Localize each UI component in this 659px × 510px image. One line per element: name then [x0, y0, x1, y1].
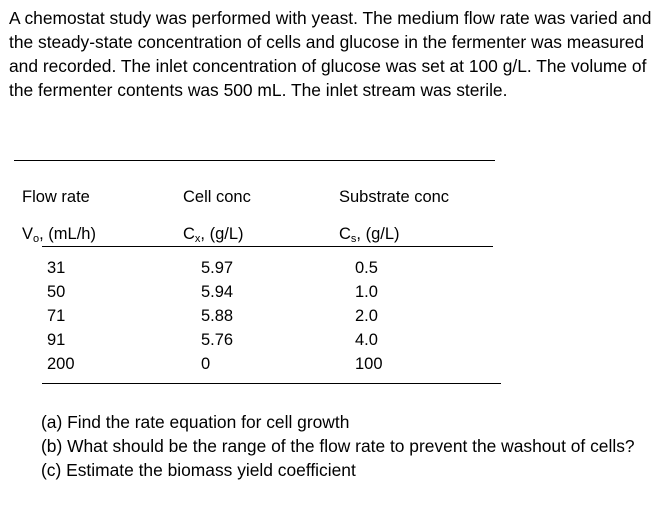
table-header-rule [42, 246, 493, 247]
header-cell-conc-symbol: $C_x$, (g/L) [183, 225, 244, 245]
table-bottom-rule [42, 383, 501, 384]
problem-statement: A chemostat study was performed with yeast. The medium flow rate was varied and the steady-state concentration of cells and glucose in the fermenter was measured and recorded. The inlet concentration of glucose was set at 100 g/L. The volume of the fermenter contents was 500 mL. The inlet stream was sterile. [9, 8, 652, 100]
flow-rate-column [47, 256, 75, 376]
table-cell: 0 [201, 355, 211, 373]
table-cell: 200 [47, 355, 75, 373]
table-top-rule [14, 160, 495, 161]
cell-conc-column [201, 256, 233, 376]
table-cell: 5.76 [201, 331, 234, 349]
table-cell: 100 [355, 355, 383, 373]
table-cell: 1.0 [355, 283, 378, 301]
question-a: (a) Find the rate equation for cell growth [41, 412, 350, 432]
substrate-conc-column [355, 256, 383, 376]
question-c: (c) Estimate the biomass yield coefficient [41, 460, 356, 480]
table-cell: 4.0 [355, 331, 378, 349]
header-flow-rate: Flow rate [22, 188, 90, 206]
table-cell: 5.94 [201, 283, 234, 301]
header-substrate-conc-symbol: $C_s$, (g/L) [339, 225, 400, 245]
table-cell: 2.0 [355, 307, 378, 325]
question-b: (b) What should be the range of the flow rate to prevent the washout of cells? [41, 436, 635, 456]
question-list [41, 410, 651, 482]
header-flow-rate-symbol: $V_o$, (mL/h) [22, 225, 96, 245]
table-cell: 5.88 [201, 307, 234, 325]
header-substrate-conc: Substrate conc [339, 188, 450, 206]
table-cell: 0.5 [355, 259, 378, 277]
table-cell: 91 [47, 331, 66, 349]
table-cell: 31 [47, 259, 66, 277]
table-cell: 50 [47, 283, 66, 301]
table-cell: 5.97 [201, 259, 234, 277]
table-cell: 71 [47, 307, 66, 325]
header-cell-conc: Cell conc [183, 188, 251, 206]
